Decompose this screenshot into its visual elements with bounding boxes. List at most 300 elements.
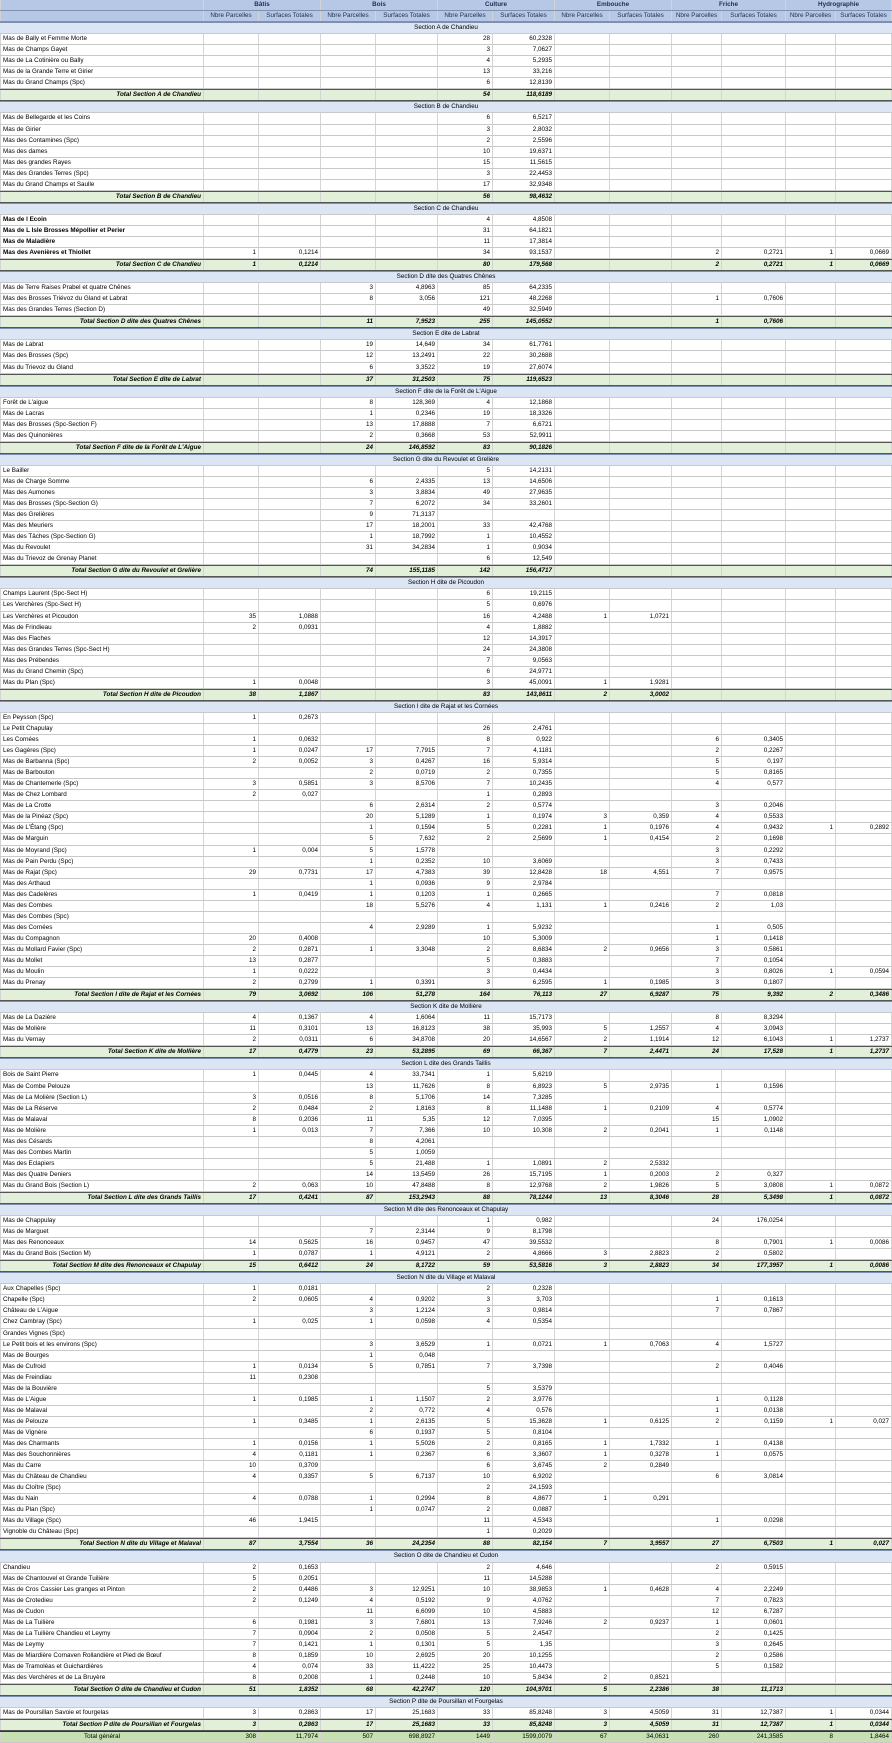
value-cell: 3,9776 xyxy=(493,1395,555,1405)
value-cell: 10,4473 xyxy=(493,1662,555,1672)
value-cell: 83 xyxy=(438,690,493,700)
value-cell: 0,027 xyxy=(836,1539,892,1549)
parcel-name: Mas du Plan (Spc) xyxy=(0,1505,204,1515)
value-cell: 0,1128 xyxy=(722,1395,786,1405)
value-cell: 24 xyxy=(438,645,493,655)
value-cell: 1 xyxy=(321,978,376,988)
value-cell xyxy=(493,1148,555,1158)
value-cell: 12,9768 xyxy=(493,1181,555,1191)
value-cell xyxy=(672,158,722,168)
table-row xyxy=(0,1505,892,1516)
parcel-name: Mas de L'Aigue xyxy=(0,1395,204,1405)
value-cell xyxy=(610,1640,672,1650)
value-cell xyxy=(376,90,438,100)
value-cell xyxy=(610,466,672,476)
value-cell: 3 xyxy=(438,169,493,179)
value-cell xyxy=(610,1238,672,1248)
value-cell xyxy=(610,645,672,655)
value-cell: 38 xyxy=(438,1024,493,1034)
value-cell xyxy=(204,34,259,44)
value-cell: 7,632 xyxy=(376,834,438,844)
value-cell: 1,03 xyxy=(722,901,786,911)
parcel-name: Chandieu xyxy=(0,1563,204,1573)
section-title: Section D dite des Quatres Chênes xyxy=(396,273,496,281)
value-cell: 11,5615 xyxy=(493,158,555,168)
value-cell xyxy=(555,113,610,123)
parcel-name: Vignoble du Château (Spc) xyxy=(0,1527,204,1537)
value-cell: 1 xyxy=(555,1170,610,1180)
value-cell xyxy=(836,294,892,304)
value-cell: 2,8823 xyxy=(610,1249,672,1259)
value-cell xyxy=(836,1461,892,1471)
table-row xyxy=(0,499,892,510)
value-cell: 3 xyxy=(672,978,722,988)
value-cell xyxy=(610,801,672,811)
value-cell xyxy=(836,1585,892,1595)
value-cell: 1 xyxy=(672,1516,722,1526)
value-cell xyxy=(672,499,722,509)
value-cell: 26 xyxy=(438,724,493,734)
value-cell xyxy=(555,226,610,236)
value-cell: 5,5276 xyxy=(376,901,438,911)
value-cell: 0,0787 xyxy=(259,1249,321,1259)
value-cell: 0,1859 xyxy=(259,1651,321,1661)
table-row xyxy=(0,532,892,543)
value-cell xyxy=(836,375,892,385)
value-cell: 0,2308 xyxy=(259,1373,321,1383)
parcel-name: Mas des Brosses (Spc-Section G) xyxy=(0,499,204,509)
value-cell xyxy=(376,1563,438,1573)
value-cell xyxy=(786,67,836,77)
table-row xyxy=(0,554,892,565)
subheader-cell: Nbre Parcelles xyxy=(555,11,610,21)
value-cell: 260 xyxy=(672,1732,722,1742)
value-cell: 5 xyxy=(321,846,376,856)
value-cell xyxy=(610,1596,672,1606)
value-cell: 0,7901 xyxy=(722,1238,786,1248)
value-cell: 5 xyxy=(438,600,493,610)
value-cell: 1,5778 xyxy=(376,846,438,856)
value-cell xyxy=(259,294,321,304)
value-cell: 1 xyxy=(672,1395,722,1405)
value-cell xyxy=(786,294,836,304)
value-cell xyxy=(555,1629,610,1639)
value-cell: 2 xyxy=(672,1170,722,1180)
section-header xyxy=(0,271,892,283)
value-cell xyxy=(259,215,321,225)
value-cell xyxy=(836,1607,892,1617)
value-cell xyxy=(786,1685,836,1695)
value-cell: 6,5217 xyxy=(493,113,555,123)
value-cell: 0,2267 xyxy=(722,746,786,756)
parcel-name: Mas de Molière xyxy=(0,1126,204,1136)
table-row xyxy=(0,1340,892,1351)
value-cell: 0,1421 xyxy=(259,1640,321,1650)
value-cell: 8 xyxy=(321,1093,376,1103)
value-cell xyxy=(321,956,376,966)
value-cell xyxy=(722,477,786,487)
value-cell: 0,1054 xyxy=(722,956,786,966)
value-cell: 3 xyxy=(672,846,722,856)
value-cell: 10,308 xyxy=(493,1126,555,1136)
value-cell xyxy=(204,1148,259,1158)
parcel-name: Mas des grandes Rayes xyxy=(0,158,204,168)
value-cell xyxy=(786,645,836,655)
parcel-name: Mas de Bellegarde et les Coins xyxy=(0,113,204,123)
value-cell: 2 xyxy=(555,1126,610,1136)
value-cell: 2,3144 xyxy=(376,1227,438,1237)
section-title: Section B de Chandieu xyxy=(413,103,479,111)
value-cell: 0,9656 xyxy=(610,945,672,955)
value-cell xyxy=(722,1070,786,1080)
table-row xyxy=(0,857,892,868)
value-cell: 7 xyxy=(204,1629,259,1639)
value-cell xyxy=(672,477,722,487)
parcel-name: Mas des Césards xyxy=(0,1137,204,1147)
value-cell: 1 xyxy=(321,1395,376,1405)
value-cell: 3 xyxy=(321,488,376,498)
value-cell xyxy=(555,1306,610,1316)
value-cell xyxy=(610,1137,672,1147)
value-cell: 1 xyxy=(321,409,376,419)
value-cell xyxy=(376,956,438,966)
value-cell: 0,8521 xyxy=(610,1673,672,1683)
value-cell: 0,0818 xyxy=(722,890,786,900)
value-cell xyxy=(786,1428,836,1438)
value-cell xyxy=(722,283,786,293)
value-cell: 10,2435 xyxy=(493,779,555,789)
total-label: Total Section M dite des Renonceaux et Chapulay xyxy=(0,1261,204,1271)
value-cell xyxy=(376,466,438,476)
value-cell: 21,488 xyxy=(376,1159,438,1169)
value-cell: 11 xyxy=(204,1024,259,1034)
value-cell: 2 xyxy=(204,757,259,767)
value-cell xyxy=(376,1384,438,1394)
value-cell xyxy=(786,1024,836,1034)
table-row xyxy=(0,56,892,67)
value-cell: 5,3498 xyxy=(722,1193,786,1203)
value-cell xyxy=(321,180,376,190)
value-cell xyxy=(786,623,836,633)
value-cell xyxy=(321,645,376,655)
parcel-name: Mas de Freindiau xyxy=(0,1373,204,1383)
value-cell xyxy=(321,634,376,644)
parcel-name: Mas des Quinonières xyxy=(0,431,204,441)
value-cell xyxy=(836,1126,892,1136)
value-cell xyxy=(722,499,786,509)
value-cell xyxy=(610,1373,672,1383)
value-cell xyxy=(672,147,722,157)
value-cell: 1,2124 xyxy=(376,1306,438,1316)
value-cell: 1,8464 xyxy=(836,1732,892,1742)
value-cell xyxy=(722,554,786,564)
value-cell: 2 xyxy=(438,801,493,811)
value-cell: 0,1301 xyxy=(376,1640,438,1650)
value-cell: 128,369 xyxy=(376,398,438,408)
parcel-name: Mas du Trievoz de Grenay Planet xyxy=(0,554,204,564)
value-cell: 13,5459 xyxy=(376,1170,438,1180)
value-cell: 0,9575 xyxy=(722,868,786,878)
value-cell: 1 xyxy=(321,1417,376,1427)
value-cell: 4 xyxy=(321,1596,376,1606)
value-cell: 0,7823 xyxy=(722,1596,786,1606)
value-cell: 1599,0079 xyxy=(493,1732,555,1742)
value-cell xyxy=(786,1148,836,1158)
group-header-friche: Friche xyxy=(672,0,786,10)
value-cell xyxy=(259,724,321,734)
value-cell xyxy=(722,912,786,922)
value-cell xyxy=(672,192,722,202)
value-cell: 0,2046 xyxy=(722,801,786,811)
value-cell: 3,0814 xyxy=(722,1472,786,1482)
value-cell xyxy=(204,901,259,911)
value-cell xyxy=(786,901,836,911)
value-cell xyxy=(259,56,321,66)
value-cell xyxy=(836,1384,892,1394)
value-cell xyxy=(376,1216,438,1226)
value-cell xyxy=(786,136,836,146)
parcel-name: Mas du Grand Champs et Saulle xyxy=(0,180,204,190)
value-cell xyxy=(836,1472,892,1482)
value-cell: 1 xyxy=(321,532,376,542)
value-cell: 0,1214 xyxy=(259,260,321,270)
value-cell xyxy=(376,1527,438,1537)
value-cell xyxy=(786,1070,836,1080)
value-cell xyxy=(722,431,786,441)
value-cell: 33,7341 xyxy=(376,1070,438,1080)
value-cell: 118,6189 xyxy=(493,90,555,100)
value-cell xyxy=(836,923,892,933)
parcel-name: Mas de Bally et Femme Morte xyxy=(0,34,204,44)
parcel-name: Mas des Brosses (Spc-Section F) xyxy=(0,420,204,430)
value-cell: 1 xyxy=(438,543,493,553)
value-cell xyxy=(610,934,672,944)
value-cell: 2 xyxy=(321,1629,376,1639)
value-cell xyxy=(376,690,438,700)
value-cell xyxy=(836,532,892,542)
value-cell xyxy=(321,90,376,100)
value-cell: 8 xyxy=(204,1115,259,1125)
total-label: Total Section L dite des Grands Taillis xyxy=(0,1193,204,1203)
value-cell xyxy=(836,409,892,419)
value-cell xyxy=(786,1013,836,1023)
value-cell xyxy=(376,667,438,677)
value-cell: 7 xyxy=(321,499,376,509)
value-cell xyxy=(610,488,672,498)
value-cell: 8,1798 xyxy=(493,1227,555,1237)
parcel-name: Mas de Champs Gayet xyxy=(0,45,204,55)
table-row xyxy=(0,180,892,191)
value-cell: 3 xyxy=(204,1093,259,1103)
value-cell xyxy=(722,510,786,520)
value-cell xyxy=(555,768,610,778)
value-cell: 25 xyxy=(438,1662,493,1672)
value-cell xyxy=(836,656,892,666)
value-cell: 1 xyxy=(672,1618,722,1628)
value-cell: 2 xyxy=(672,1249,722,1259)
value-cell xyxy=(204,78,259,88)
value-cell xyxy=(321,735,376,745)
value-cell: 0,0086 xyxy=(836,1238,892,1248)
table-row xyxy=(0,1013,892,1024)
value-cell xyxy=(321,1516,376,1526)
table-row xyxy=(0,543,892,554)
value-cell: 153,2943 xyxy=(376,1193,438,1203)
parcel-name: Champs Laurent (Spc-Sect H) xyxy=(0,589,204,599)
value-cell xyxy=(836,78,892,88)
value-cell xyxy=(259,812,321,822)
value-cell xyxy=(786,215,836,225)
value-cell: 88 xyxy=(438,1193,493,1203)
value-cell xyxy=(786,1082,836,1092)
value-cell xyxy=(610,543,672,553)
value-cell: 1 xyxy=(555,978,610,988)
group-header-culture: Culture xyxy=(438,0,555,10)
value-cell: 5,8434 xyxy=(493,1673,555,1683)
value-cell xyxy=(786,226,836,236)
value-cell xyxy=(722,678,786,688)
value-cell xyxy=(259,125,321,135)
value-cell xyxy=(722,398,786,408)
value-cell xyxy=(786,56,836,66)
value-cell xyxy=(836,868,892,878)
value-cell xyxy=(836,215,892,225)
value-cell: 2 xyxy=(555,1461,610,1471)
value-cell xyxy=(786,1115,836,1125)
value-cell xyxy=(321,554,376,564)
value-cell xyxy=(786,113,836,123)
value-cell xyxy=(672,634,722,644)
value-cell xyxy=(204,1216,259,1226)
group-header-hydrographie: Hydrographie xyxy=(786,0,892,10)
value-cell xyxy=(786,1159,836,1169)
value-cell xyxy=(836,1284,892,1294)
value-cell: 2 xyxy=(321,768,376,778)
value-cell xyxy=(610,779,672,789)
value-cell: 4,5883 xyxy=(493,1607,555,1617)
value-cell: 1 xyxy=(204,1126,259,1136)
value-cell xyxy=(722,409,786,419)
value-cell: 0,2029 xyxy=(493,1527,555,1537)
parcel-name: Mas des Flaches xyxy=(0,634,204,644)
value-cell: 0,3486 xyxy=(836,990,892,1000)
value-cell xyxy=(555,1317,610,1327)
value-cell xyxy=(836,488,892,498)
value-cell: 12,7387 xyxy=(722,1720,786,1730)
value-cell: 17,528 xyxy=(722,1047,786,1057)
value-cell: 17 xyxy=(321,1720,376,1730)
value-cell: 1,1507 xyxy=(376,1395,438,1405)
value-cell: 0,8165 xyxy=(493,1439,555,1449)
value-cell xyxy=(321,125,376,135)
value-cell: 1 xyxy=(786,1720,836,1730)
value-cell: 0,2109 xyxy=(610,1104,672,1114)
value-cell: 146,8592 xyxy=(376,443,438,453)
value-cell: 12,8139 xyxy=(493,78,555,88)
parcel-name: En Peysson (Spc) xyxy=(0,713,204,723)
value-cell xyxy=(376,600,438,610)
value-cell xyxy=(610,790,672,800)
value-cell xyxy=(321,1284,376,1294)
value-cell xyxy=(836,340,892,350)
value-cell: 0,0575 xyxy=(722,1450,786,1460)
value-cell: 3,3607 xyxy=(493,1450,555,1460)
value-cell: 25,1683 xyxy=(376,1708,438,1718)
value-cell xyxy=(555,1662,610,1672)
parcel-name: Mas de la Bouvière xyxy=(0,1384,204,1394)
value-cell xyxy=(786,1494,836,1504)
value-cell xyxy=(204,226,259,236)
value-cell xyxy=(321,612,376,622)
value-cell: 11 xyxy=(438,237,493,247)
value-cell: 10 xyxy=(438,1472,493,1482)
value-cell: 3 xyxy=(438,978,493,988)
value-cell: 25,1683 xyxy=(376,1720,438,1730)
value-cell xyxy=(722,790,786,800)
value-cell xyxy=(259,409,321,419)
value-cell: 33,2601 xyxy=(493,499,555,509)
value-cell xyxy=(786,398,836,408)
value-cell: 507 xyxy=(321,1732,376,1742)
value-cell: 8 xyxy=(321,1137,376,1147)
value-cell: 0,5625 xyxy=(259,1238,321,1248)
value-cell xyxy=(610,634,672,644)
value-cell xyxy=(204,1527,259,1537)
table-row xyxy=(0,1417,892,1428)
value-cell xyxy=(610,1295,672,1305)
value-cell: 33 xyxy=(321,1662,376,1672)
value-cell xyxy=(786,834,836,844)
value-cell xyxy=(786,1340,836,1350)
value-cell: 0,9457 xyxy=(376,1238,438,1248)
value-cell: 1,5727 xyxy=(722,1340,786,1350)
value-cell: 90,1826 xyxy=(493,443,555,453)
value-cell xyxy=(204,1428,259,1438)
section-header xyxy=(0,577,892,589)
table-row xyxy=(0,846,892,857)
parcel-name: Mas de La Tuilière xyxy=(0,1618,204,1628)
value-cell xyxy=(321,67,376,77)
value-cell xyxy=(321,305,376,315)
value-cell xyxy=(204,192,259,202)
value-cell: 2,2249 xyxy=(722,1585,786,1595)
value-cell xyxy=(259,857,321,867)
value-cell xyxy=(204,834,259,844)
value-cell xyxy=(836,912,892,922)
value-cell xyxy=(786,779,836,789)
value-cell: 7 xyxy=(672,956,722,966)
value-cell: 1 xyxy=(321,1450,376,1460)
value-cell xyxy=(672,34,722,44)
value-cell: 0,027 xyxy=(259,790,321,800)
value-cell: 42,4768 xyxy=(493,521,555,531)
value-cell: 3,5379 xyxy=(493,1384,555,1394)
value-cell xyxy=(786,488,836,498)
value-cell: 0,4486 xyxy=(259,1585,321,1595)
value-cell xyxy=(376,790,438,800)
value-cell: 4,2061 xyxy=(376,1137,438,1147)
value-cell xyxy=(204,801,259,811)
parcel-name: Mas de Pelouze xyxy=(0,1417,204,1427)
value-cell: 8,1722 xyxy=(376,1261,438,1271)
value-cell: 1,8163 xyxy=(376,1104,438,1114)
total-label: Total Section O dite de Chandieu et Cudon xyxy=(0,1685,204,1695)
value-cell xyxy=(204,912,259,922)
value-cell: 85 xyxy=(438,283,493,293)
value-cell: 6 xyxy=(204,1618,259,1628)
section-header xyxy=(0,101,892,113)
value-cell: 8 xyxy=(204,1673,259,1683)
